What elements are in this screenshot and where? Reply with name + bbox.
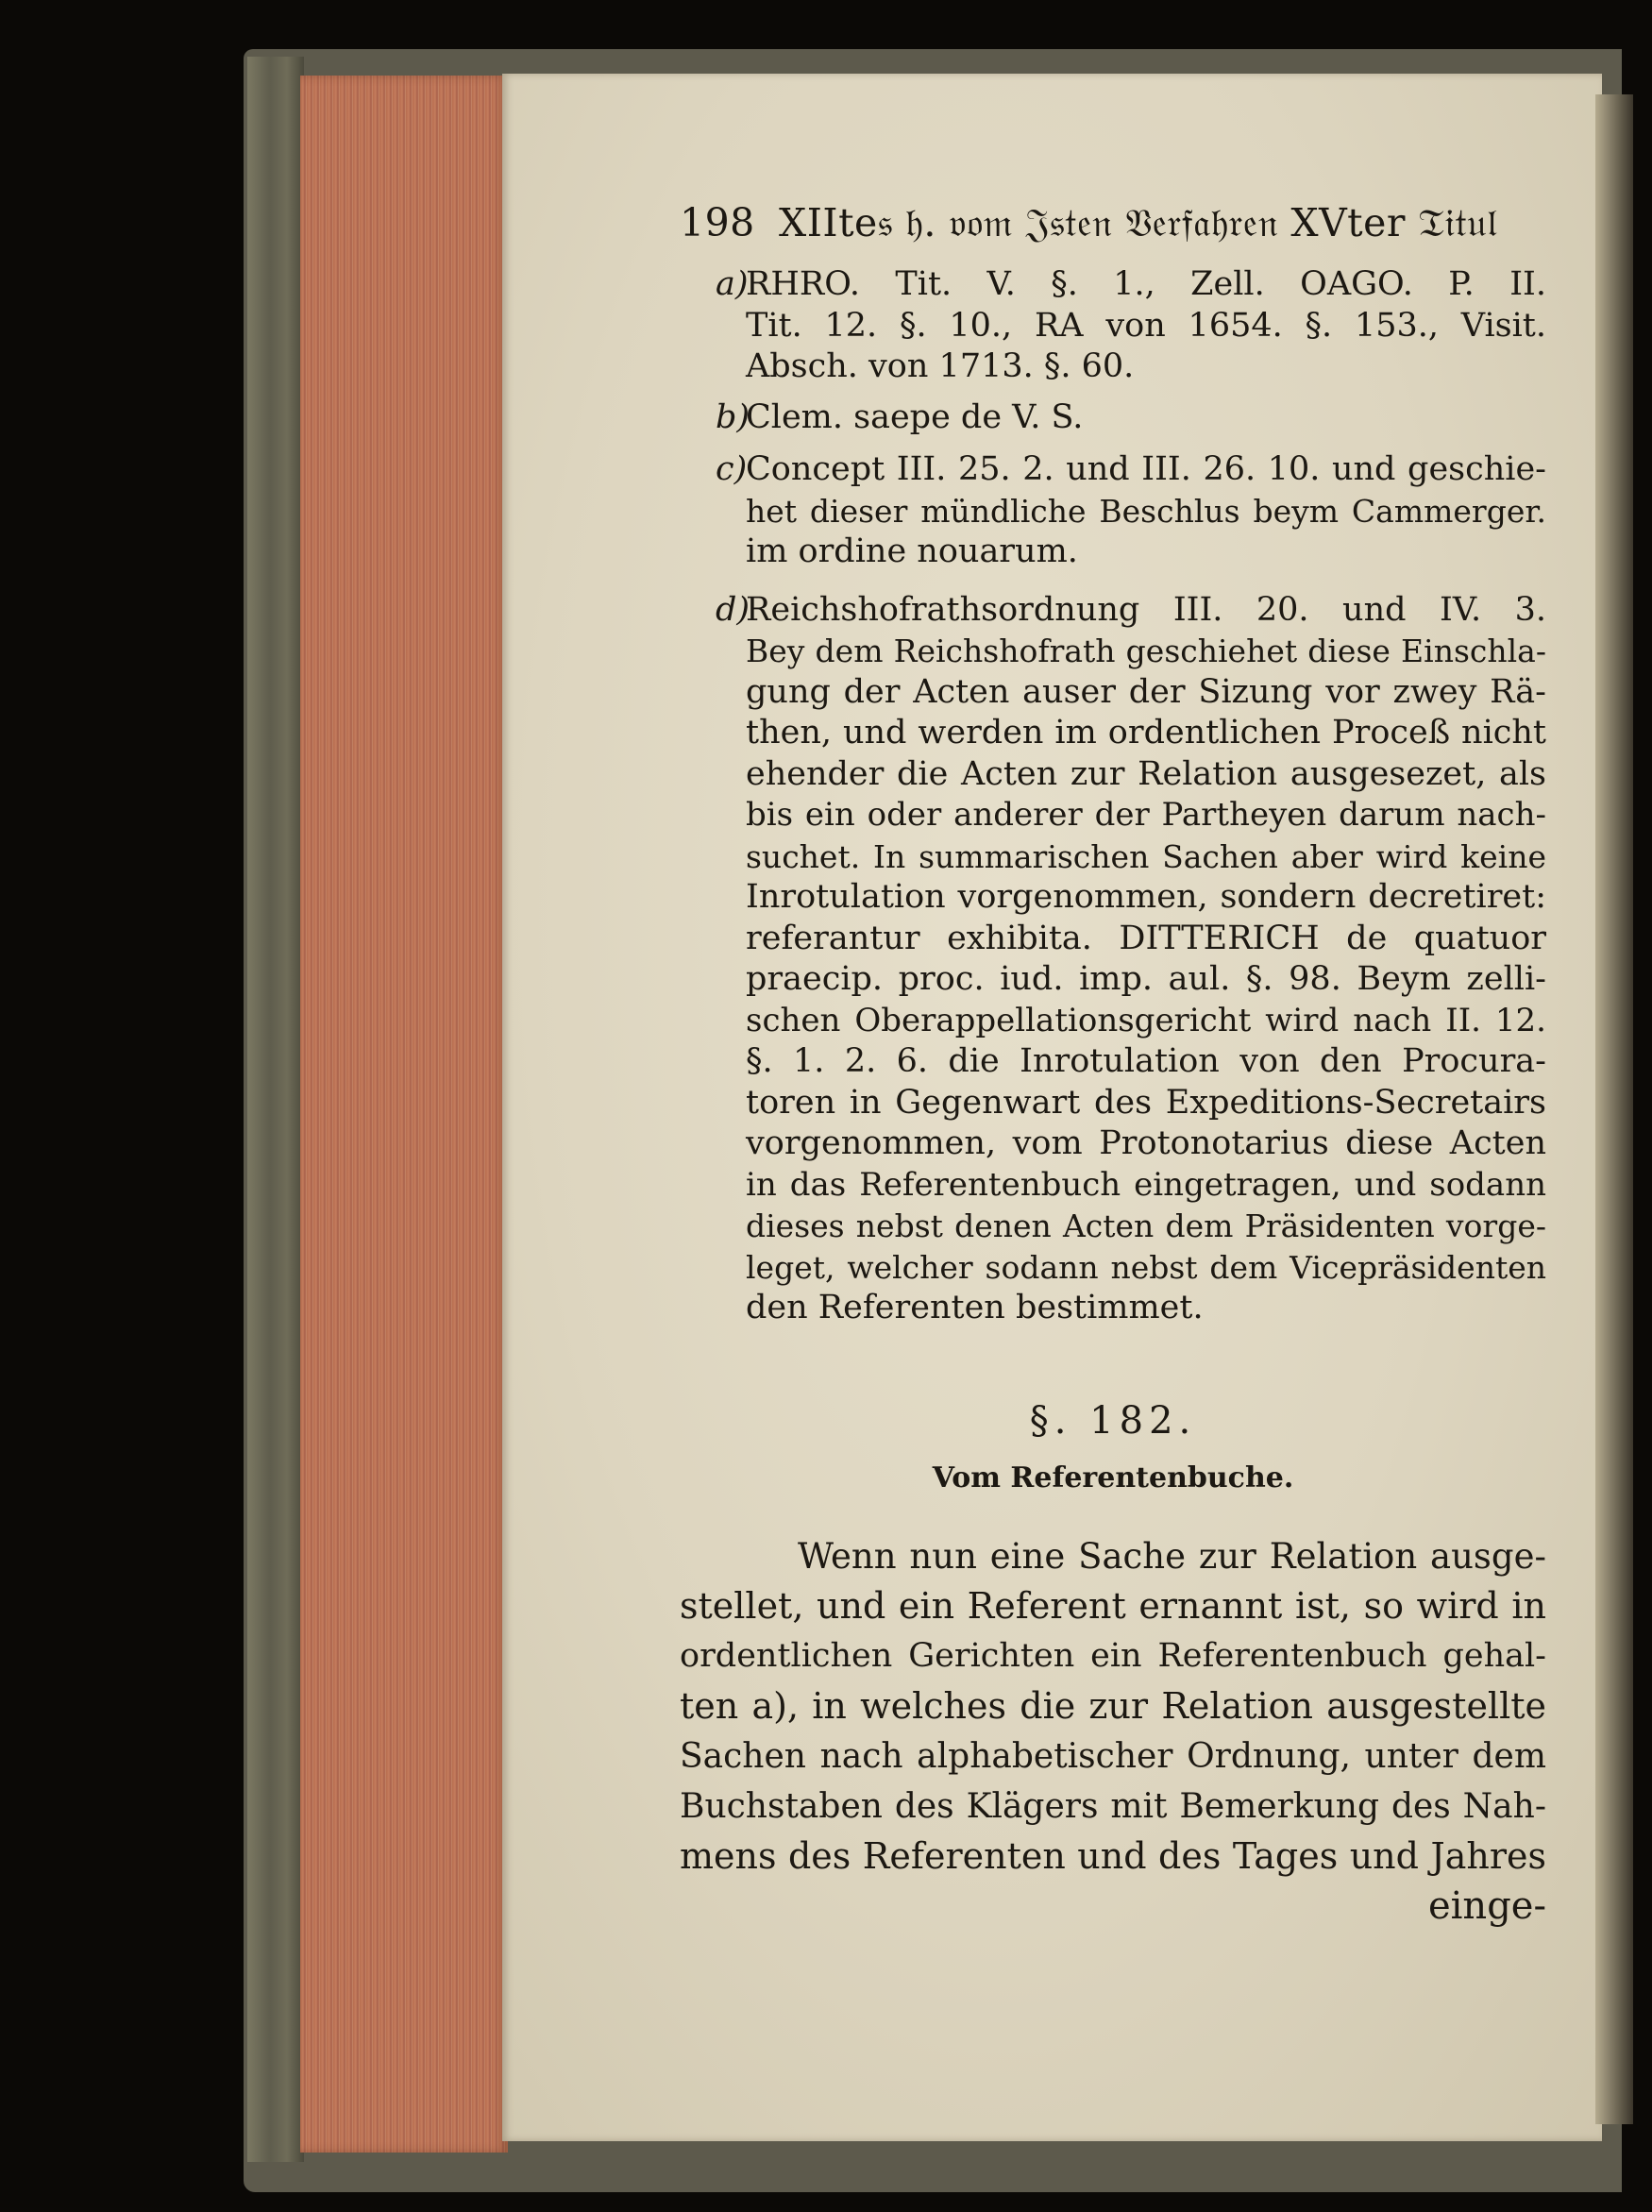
footnote-line: praecip. proc. iud. imp. aul. §. 98. Beym zelli- [746,960,1546,998]
footnote-line: gung der Acten auser der Sizung vor zwey Rä- [746,672,1546,711]
footnote-label: d) [716,590,750,629]
footnote-b [680,397,1546,439]
footnote-label: b) [716,397,750,436]
body-line: Buchstaben des Klägers mit Bemerkung des Nah- [680,1786,1546,1826]
body-line: stellet, und ein Referent ernannt ist, so wird in [680,1584,1546,1627]
footnote-line: den Referenten bestimmet. [746,1289,1204,1326]
body-line: mens des Referenten und des Tages und Jahres [680,1834,1546,1877]
body-line: ten a), in welches die zur Relation ausgestellte [680,1684,1546,1727]
footnote-a [680,264,1546,388]
section-body [680,1531,1546,1932]
footnote-line: suchet. In summarischen Sachen aber wird keine [746,837,1546,875]
footnote-line: RHRO. Tit. V. §. 1., Zell. OAGO. P. II. [746,265,1546,303]
footnote-line: Bey dem Reichshofrath geschiehet diese Einschla- [746,633,1546,669]
book-spine-edge [247,57,304,2162]
footnote-line: Tit. 12. §. 10., RA von 1654. §. 153., Visit. [746,306,1546,345]
footnote-label: a) [716,265,749,303]
footnote-line: dieses nebst denen Acten dem Präsidenten vorge- [746,1207,1546,1244]
catchword: einge- [1427,1883,1546,1928]
footnote-line: het dieser mündliche Beschlus beym Cammerger. [746,492,1546,530]
footnote-line: then, und werden im ordentlichen Proceß nicht [746,714,1546,751]
body-line: Wenn nun eine Sache zur Relation ausge- [798,1535,1546,1577]
page-gutter [1595,94,1633,2124]
section-title: Vom Referentenbuche. [932,1461,1294,1494]
footnote-line: Absch. von 1713. §. 60. [746,347,1135,385]
section-number: §. 182. [1029,1398,1197,1443]
footnote-line: toren in Gegenwart des Expeditions-Secretairs [746,1083,1546,1122]
page-number: 198 [680,200,755,245]
page-edges [300,76,508,2153]
page-text [680,200,1546,1932]
footnote-line: Reichshofrathsordnung III. 20. und IV. 3. [746,590,1546,629]
footnote-line: leget, welcher sodann nebst dem Vicepräsidenten [746,1248,1546,1286]
footnote-line: Concept III. 25. 2. und III. 26. 10. und geschie- [746,450,1546,488]
footnote-d [680,590,1546,1329]
footnote-line: bis ein oder anderer der Partheyen darum nach- [746,796,1546,834]
running-head [680,200,1546,257]
body-line: Sachen nach alphabetischer Ordnung, unter dem [680,1736,1546,1776]
footnote-line: ehender die Acten zur Relation ausgesezet, als [746,754,1546,793]
footnote-line: in das Referentenbuch eingetragen, und sodann [746,1165,1546,1204]
footnote-line: vorgenommen, vom Protonotarius diese Acten [746,1124,1546,1162]
running-title: XIIte𝔰 𝔥. 𝔳𝔬𝔪 𝔍𝔰𝔱𝔢𝔫 𝔙𝔢𝔯𝔣𝔞𝔥𝔯𝔢𝔫 XVter 𝔗𝔦𝔱𝔲𝔩 [779,200,1498,245]
footnote-line: §. 1. 2. 6. die Inrotulation von den Procura- [746,1042,1546,1080]
footnote-line: im ordine nouarum. [746,532,1078,570]
footnote-line: schen Oberappellationsgericht wird nach II. 12. [746,1001,1546,1039]
footnote-line: Clem. saepe de V. S. [746,397,1084,436]
footnote-line: referantur exhibita. DITTERICH de quatuor [746,919,1546,957]
body-line: ordentlichen Gerichten ein Referentenbuch gehal- [680,1636,1546,1675]
footnote-line: Inrotulation vorgenommen, sondern decretiret: [746,878,1546,916]
footnote-c [680,449,1546,573]
footnote-label: c) [716,450,748,488]
